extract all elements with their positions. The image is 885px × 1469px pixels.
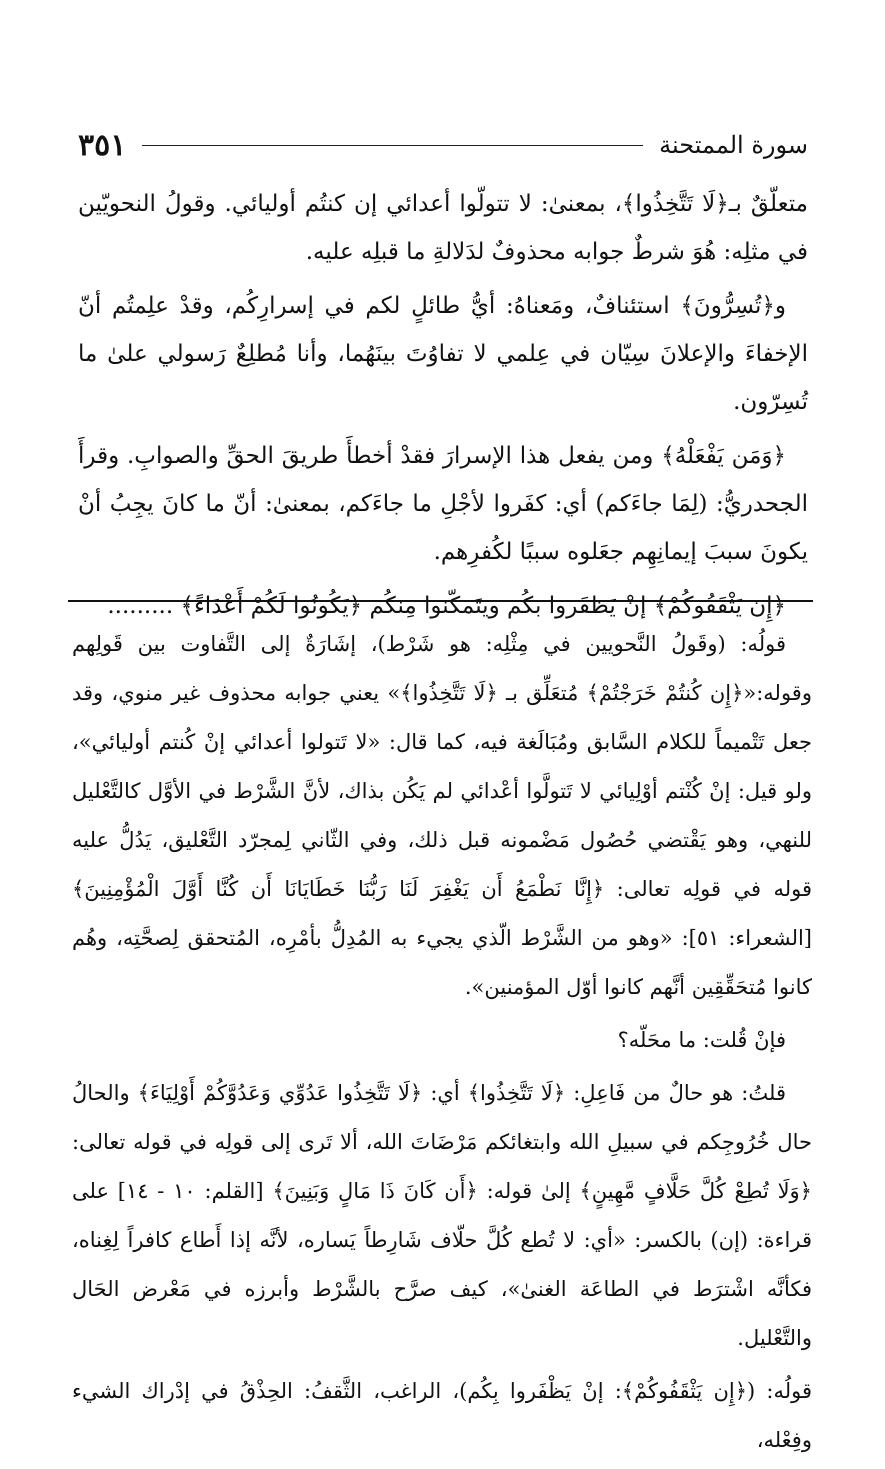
main-paragraph-3: ﴿وَمَن يَفْعَلْهُ﴾ ومن يفعل هذا الإسرارَ فقدْ أخطأَ طريقَ الحقِّ والصوابِ. وقرأَ الجحدريُّ: (لِمَا جاءَكم) أي: كفَروا لأجْلِ ما جاءَكم، بمعنىٰ: أنّ ما كانَ يجِبُ أنْ يكونَ سببَ إيمانِهِم جعَلوه سببًا لكُفرِهم. <box>78 443 808 565</box>
commentary-paragraph-1: قولُه: (وقَولُ النَّحويين في مِثْلِه: هو شَرْط)، إشَارَةٌ إلى التَّفاوت بين قَولِهم وقوله:«﴿إِن كُنتُمْ خَرَجْتُمْ﴾ مُتعَلِّق بـ ﴿لَا تَتَّخِذُوا﴾» يعني جوابه محذوف غير منوي، وقد جعل تَتْميماً للكلام السَّابق ومُبَالَغة فيه، كما قال: «لا تَتولوا أعدائي إنْ كُنتم أوليائي»، ولو قيل: إنْ كُنْتم أوْلِيائي لا تَتولَّوا أعْدائي لم يَكُن بذاك، لأنَّ الشَّرْط في الأوَّل كالتَّعْليل للنهي، وهو يَقْتضي حُصُول مَضْمونه قبل ذلك، وفي الثّاني لِمجرّد التَّعْليق، يَدُلُّ عليه قوله في قولِه تعالى: ﴿إِنَّا نَطْمَعُ أَن يَغْفِرَ لَنَا رَبُّنَا خَطَايَانَا أَن كُنَّا أَوَّلَ الْمُؤْمِنِينَ﴾ [الشعراء: ٥١]: «وهو من الشَّرْط الّذي يجيء به المُدِلُّ بأمْرِه، المُتحقق لِصحَّتِه، وهُم كانوا مُتحَقِّقِين أنَّهم كانوا أوّل المؤمنين». <box>72 632 812 999</box>
commentary-text <box>72 620 812 1469</box>
page-header <box>78 122 808 168</box>
surah-title: سورة الممتحنة <box>659 131 808 159</box>
header-rule <box>142 145 643 146</box>
main-paragraph-4: ﴿إِن يَثْقَفُوكُمْ﴾ إنْ يَظفَروا بكُم ويتَمكّنوا مِنكُم ﴿يَكُونُوا لَكُمْ أَعْدَاءً﴾ ......... <box>107 593 786 619</box>
commentary-paragraph-2: فإنْ قُلت: ما محَلّه؟ <box>617 1028 786 1052</box>
page-number: ٣٥١ <box>78 127 127 163</box>
commentary-paragraph-4: قولُه: (﴿إِن يَثْقَفُوكُمْ﴾: إنْ يَظْفَروا بِكُم)، الراغب، الثَّقفُ: الحِذْقُ في إدْراك الشيء وفِعْله، <box>72 1379 812 1452</box>
commentary-paragraph-3: قلتُ: هو حالٌ من فَاعِلِ: ﴿لَا تَتَّخِذُوا﴾ أي: ﴿لَا تَتَّخِذُوا عَدُوِّي وَعَدُوَّكُمْ أَوْلِيَاءَ﴾ والحالُ حال خُرُوجِكم في سبيلِ الله وابتغائكم مَرْضَاتَ الله، ألا تَرى إلى قولِه في قوله تعالى: ﴿وَلَا تُطِعْ كُلَّ حَلَّافٍ مَّهِينٍ﴾ إلىٰ قوله: ﴿أَن كَانَ ذَا مَالٍ وَبَنِينَ﴾ [القلم: ١٠ - ١٤] على قراءة: (إن) بالكسر: «أي: لا تُطع كُلَّ حلّاف شَارِطاً يَساره، لأنَّه إذا أَطاع كافراً لِغِناه، فكأنَّه اشْترَط في الطاعَة الغنىٰ»، كيف صرَّح بالشَّرْط وأبرزه في مَعْرض الحَال والتَّعْليل. <box>72 1081 812 1350</box>
main-paragraph-1: متعلّقٌ بـ﴿لَا تَتَّخِذُوا﴾، بمعنىٰ: لا تتولّوا أعدائي إن كنتُم أوليائي. وقولُ النحويّين في مثلِه: هُوَ شرطٌ جوابه محذوفٌ لدَلالةِ ما قبلِه عليه. <box>78 191 808 265</box>
main-paragraph-2: و﴿تُسِرُّونَ﴾ استئنافٌ، ومَعناهُ: أيُّ طائلٍ لكم في إسرارِكُم، وقدْ علِمتُم أنّ الإخفاءَ والإعلانَ سِيّان في عِلمي لا تفاوُتَ بينَهُما، وأنا مُطلِعٌ رَسولي علىٰ ما تُسِرّون. <box>78 293 808 415</box>
main-text <box>78 180 808 636</box>
section-divider <box>68 600 813 602</box>
